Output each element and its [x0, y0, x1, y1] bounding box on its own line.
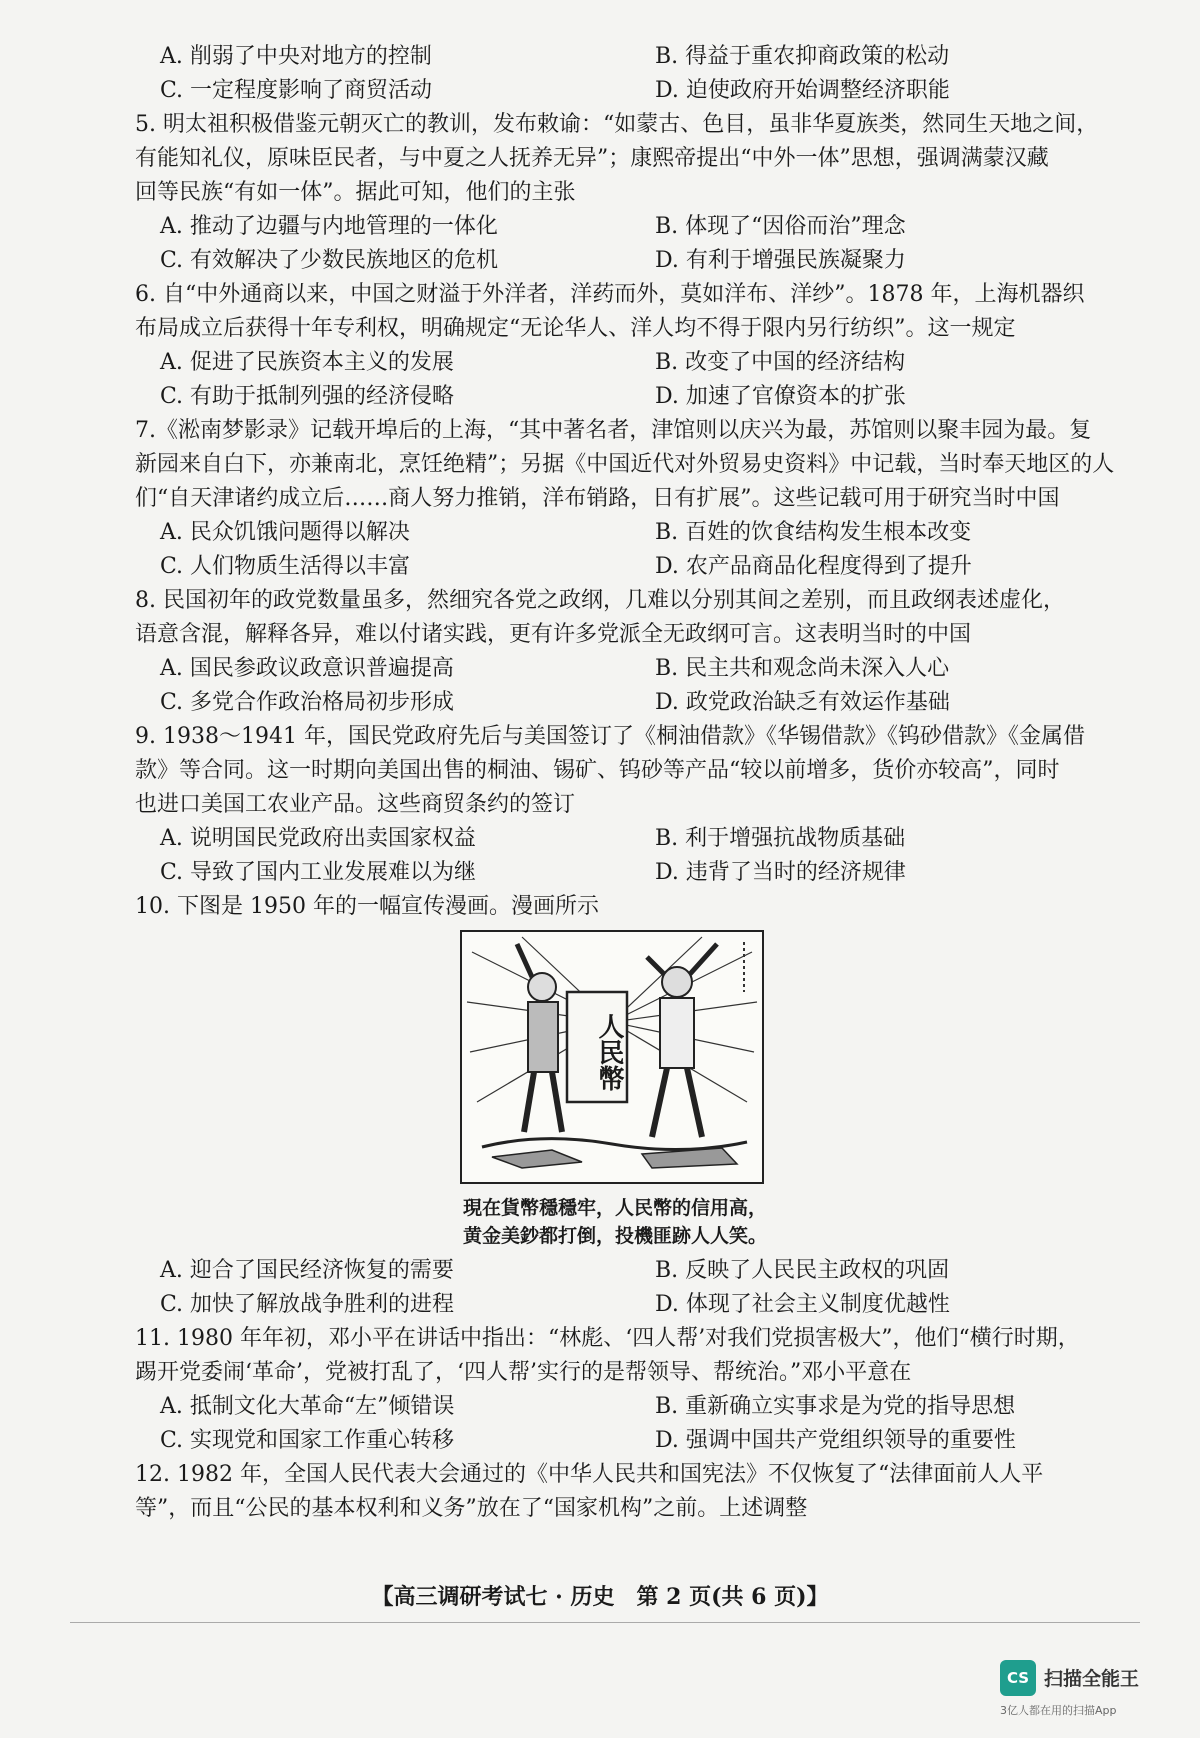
q10-option-c: C. 加快了解放战争胜利的进程	[160, 1292, 455, 1317]
q7-stem-line: 新园来自白下，亦兼南北，烹饪绝精”；另据《中国近代对外贸易史资料》中记载，当时奉天地区的人	[135, 452, 1115, 477]
caption-line: 現在貨幣穩穩牢，人民幣的信用高，	[462, 1197, 767, 1219]
q11-option-d: D. 强调中国共产党组织领导的重要性	[655, 1428, 1016, 1453]
q8-options	[135, 652, 1135, 720]
q7-option-c: C. 人们物质生活得以丰富	[160, 554, 411, 579]
q7-stem	[135, 414, 1135, 516]
watermark-name: 扫描全能王	[1044, 1668, 1140, 1690]
q6-option-a: A. 促进了民族资本主义的发展	[160, 350, 454, 375]
q12-stem-line: 12. 1982 年，全国人民代表大会通过的《中华人民共和国宪法》不仅恢复了“法律面前人人平	[135, 1462, 1044, 1487]
q7-option-a: A. 民众饥饿问题得以解决	[160, 520, 410, 545]
q5-stem-line: 回等民族“有如一体”。据此可知，他们的主张	[135, 180, 576, 205]
q4-option-b: B. 得益于重农抑商政策的松动	[655, 44, 950, 69]
question-5	[135, 108, 1135, 278]
q11-option-a: A. 抵制文化大革命“左”倾错误	[160, 1394, 455, 1419]
q11-stem	[135, 1322, 1135, 1390]
q7-options	[135, 516, 1135, 584]
q12-stem-line: 等”，而且“公民的基本权利和义务”放在了“国家机构”之前。上述调整	[135, 1496, 808, 1521]
q6-stem	[135, 278, 1135, 346]
q9-options	[135, 822, 1135, 890]
question-6	[135, 278, 1135, 414]
q8-option-c: C. 多党合作政治格局初步形成	[160, 690, 455, 715]
q7-stem-line: 7.《淞南梦影录》记载开埠后的上海，“其中著名者，津馆则以庆兴为最，苏馆则以聚丰园为最。复	[135, 418, 1092, 443]
q12-stem	[135, 1458, 1135, 1526]
q4-option-c: C. 一定程度影响了商贸活动	[160, 78, 433, 103]
q4-options	[135, 40, 1135, 108]
scanner-watermark	[1000, 1660, 1170, 1720]
q8-option-d: D. 政党政治缺乏有效运作基础	[655, 690, 950, 715]
q5-option-b: B. 体现了“因俗而治”理念	[655, 214, 906, 239]
q10-option-b: B. 反映了人民民主政权的巩固	[655, 1258, 950, 1283]
question-12	[135, 1458, 1135, 1526]
q10-stem-line: 10. 下图是 1950 年的一幅宣传漫画。漫画所示	[135, 894, 599, 919]
q5-option-d: D. 有利于增强民族凝聚力	[655, 248, 906, 273]
q11-stem-line: 11. 1980 年年初，邓小平在讲话中指出：“林彪、‘四人帮’对我们党损害极大”，他们“横行时期，	[135, 1326, 1080, 1351]
question-11	[135, 1322, 1135, 1458]
q10-option-a: A. 迎合了国民经济恢复的需要	[160, 1258, 454, 1283]
q9-option-d: D. 违背了当时的经济规律	[655, 860, 906, 885]
q9-stem-line: 也进口美国工农业产品。这些商贸条约的签订	[135, 792, 576, 817]
question-10	[135, 890, 1135, 1322]
question-8	[135, 584, 1135, 720]
q5-options	[135, 210, 1135, 278]
q5-stem-line: 有能知礼仪，原味臣民者，与中夏之人抚养无异”；康熙帝提出“中外一体”思想，强调满蒙汉藏	[135, 146, 1049, 171]
q6-stem-line: 6. 自“中外通商以来，中国之财溢于外洋者，洋药而外，莫如洋布、洋纱”。1878 年，上海机器织	[135, 282, 1085, 307]
banner-text: 人民幣	[594, 1013, 624, 1091]
q10-option-d: D. 体现了社会主义制度优越性	[655, 1292, 950, 1317]
q6-options	[135, 346, 1135, 414]
q4-option-a: A. 削弱了中央对地方的控制	[160, 44, 432, 69]
q5-stem	[135, 108, 1135, 210]
question-9	[135, 720, 1135, 890]
q9-option-b: B. 利于增强抗战物质基础	[655, 826, 906, 851]
q5-option-c: C. 有效解决了少数民族地区的危机	[160, 248, 499, 273]
q8-option-a: A. 国民参政议政意识普遍提高	[160, 656, 454, 681]
q11-option-c: C. 实现党和国家工作重心转移	[160, 1428, 455, 1453]
q6-option-c: C. 有助于抵制列强的经济侵略	[160, 384, 455, 409]
question-content	[135, 40, 1135, 1526]
propaganda-cartoon	[460, 930, 764, 1184]
q6-option-b: B. 改变了中国的经济结构	[655, 350, 906, 375]
q11-options	[135, 1390, 1135, 1458]
cartoon-caption	[455, 1194, 775, 1250]
q11-stem-line: 踢开党委闹‘革命’，党被打乱了，‘四人帮’实行的是帮领导、帮统治。”邓小平意在	[135, 1360, 912, 1385]
footer-divider	[70, 1622, 1140, 1623]
q7-stem-line: 们“自天津诸约成立后……商人努力推销，洋布销路，日有扩展”。这些记载可用于研究当时中国	[135, 486, 1060, 511]
q9-option-a: A. 说明国民党政府出卖国家权益	[160, 826, 476, 851]
q7-option-d: D. 农产品商品化程度得到了提升	[655, 554, 972, 579]
q5-option-a: A. 推动了边疆与内地管理的一体化	[160, 214, 498, 239]
q9-stem-line: 款》等合同。这一时期向美国出售的桐油、锡矿、钨砂等产品“较以前增多，货价亦较高”，同时	[135, 758, 1060, 783]
watermark-subtitle: 3亿人都在用的扫描App	[1000, 1704, 1117, 1717]
cartoon-figure	[135, 924, 1135, 1254]
q8-stem-line: 8. 民国初年的政党数量虽多，然细究各党之政纲，几难以分别其间之差别，而且政纲表述虚化，	[135, 588, 1065, 613]
q9-option-c: C. 导致了国内工业发展难以为继	[160, 860, 477, 885]
page-footer: 【高三调研考试七 · 历史 第 2 页(共 6 页)】	[371, 1584, 829, 1610]
caption-line: 黄金美鈔都打倒，投機匪跡人人笑。	[462, 1225, 767, 1247]
q4-option-d: D. 迫使政府开始调整经济职能	[655, 78, 950, 103]
q8-option-b: B. 民主共和观念尚未深入人心	[655, 656, 950, 681]
camscanner-logo-icon: CS	[1000, 1660, 1036, 1696]
q11-option-b: B. 重新确立实事求是为党的指导思想	[655, 1394, 1016, 1419]
q8-stem	[135, 584, 1135, 652]
q10-stem	[135, 890, 1135, 924]
q9-stem	[135, 720, 1135, 822]
q5-stem-line: 5. 明太祖积极借鉴元朝灭亡的教训，发布敕谕：“如蒙古、色目，虽非华夏族类，然同生天地之间，	[135, 112, 1099, 137]
q9-stem-line: 9. 1938～1941 年，国民党政府先后与美国签订了《桐油借款》《华锡借款》《钨砂借款》《金属借	[135, 724, 1085, 749]
q8-stem-line: 语意含混，解释各异，难以付诸实践，更有许多党派全无政纲可言。这表明当时的中国	[135, 622, 972, 647]
q7-option-b: B. 百姓的饮食结构发生根本改变	[655, 520, 972, 545]
question-7	[135, 414, 1135, 584]
q6-stem-line: 布局成立后获得十年专利权，明确规定“无论华人、洋人均不得于限内另行纺织”。这一规定	[135, 316, 1016, 341]
q6-option-d: D. 加速了官僚资本的扩张	[655, 384, 906, 409]
q10-options	[135, 1254, 1135, 1322]
